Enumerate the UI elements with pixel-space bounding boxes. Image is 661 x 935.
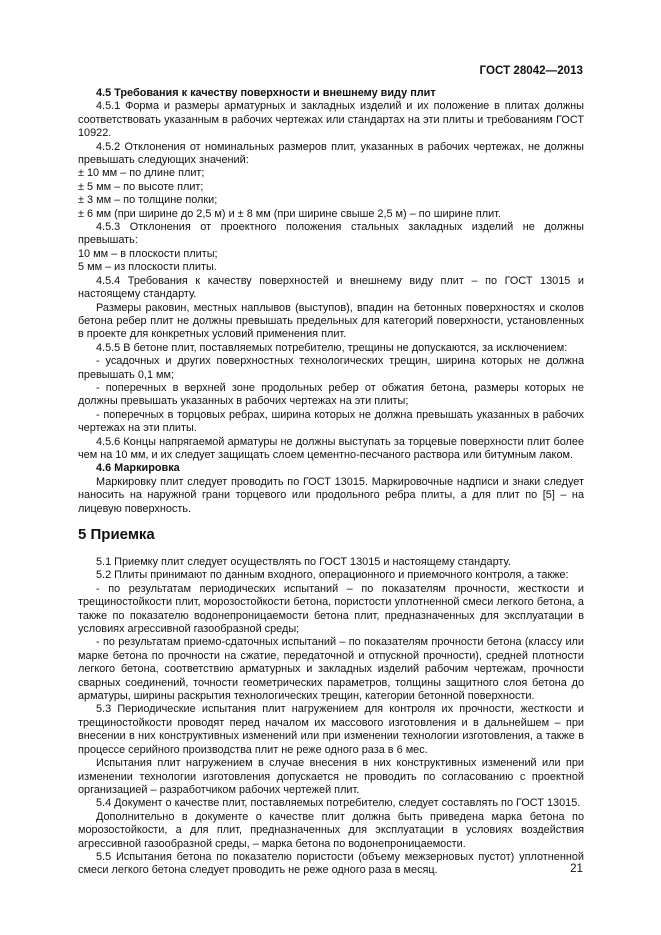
paragraph-5-4-cont: Дополнительно в документе о качестве плит должна быть приведена марка бетона по морозостойкости, а для плит, предназначенных для эксплуатации в условиях воздействия агрессивной газообразной среды, – марка бетона по водонепроницаемости. [78,810,584,850]
page-content [78,87,584,878]
list-item: - усадочных и других поверхностных технологических трещин, ширина которых не должна превышать 0,1 мм; [78,355,584,381]
page-number: 21 [570,862,583,875]
list-item: ± 3 мм – по толщине полки; [78,194,218,207]
section-5-title: 5 Приемка [78,526,155,543]
paragraph-4-5-2: 4.5.2 Отклонения от номинальных размеров плит, указанных в рабочих чертежах, не должны превышать следующих значений: [78,140,584,167]
page-header: ГОСТ 28042—2013 [479,64,583,77]
paragraph-4-5-4: 4.5.4 Требования к качеству поверхностей и внешнему виду плит – по ГОСТ 13015 и настоящему стандарту. [78,274,584,301]
paragraph-5-1: 5.1 Приемку плит следует осуществлять по ГОСТ 13015 и настоящему стандарту. [96,556,511,568]
list-item: ± 6 мм (при ширине до 2,5 м) и ± 8 мм (при ширине свыше 2,5 м) – по ширине плит. [78,207,501,220]
list-item: - по результатам приемо-сдаточных испытаний – по показателям прочности бетона (классу или марке бетона по прочности на сжатие, передаточной и отпускной прочности), средней плотности легкого бетона, соответствию арматурных и закладных изделий рабочим чертежам, прочности сварных соединений, точности геометрических параметров, толщины защитного слоя бетона до арматуры, ширины раскрытия технологических трещин, категории бетонной поверхности. [78,636,584,703]
paragraph-4-5-4-cont: Размеры раковин, местных наплывов (выступов), впадин на бетонных поверхностях и сколов бетона ребер плит не должны превышать предельных для категорий поверхности, установленных в проекте для конкретных условий применения плит. [78,301,584,341]
paragraph-5-3: 5.3 Периодические испытания плит нагружением для контроля их прочности, жесткости и трещиностойкости проводят перед началом их массового изготовления и в дальнейшем – при внесении в них конструктивных изменений или при изменении технологии изготовления, а также в процессе серийного производства плит не реже одного раза в 6 мес. [78,703,584,756]
paragraph-5-4: 5.4 Документ о качестве плит, поставляемых потребителю, следует составлять по ГОСТ 13015. [96,797,581,810]
section-4-5-title: 4.5 Требования к качеству поверхности и внешнему виду плит [96,87,436,99]
section-4-6-title: 4.6 Маркировка [96,462,180,475]
paragraph-4-5-3: 4.5.3 Отклонения от проектного положения стальных закладных изделий не должны превышать: [78,221,584,247]
list-item: - по результатам периодических испытаний – по показателям прочности, жесткости и трещиностойкости плит, морозостойкости бетона, пористости уплотненной смеси легкого бетона, а также по показателю водонепроницаемости бетона плит, предназначенных для эксплуатации в условиях агрессивной газообразной среды; [78,582,584,636]
list-item: ± 10 мм – по длине плит; [78,167,205,180]
paragraph-5-3-cont: Испытания плит нагружением в случае внесения в них конструктивных изменений или при изменении технологии изготовления допускается не проводить по согласованию с проектной организацией – разработчиком рабочих чертежей плит. [78,757,584,796]
paragraph-5-2: 5.2 Плиты принимают по данным входного, операционного и приемочного контроля, а также: [96,569,569,582]
list-item: - поперечных в верхней зоне продольных ребер от обжатия бетона, размеры которых не должны превышать указанных в рабочих чертежах на эти плиты; [78,381,584,408]
paragraph-4-6: Маркировку плит следует проводить по ГОСТ 13015. Маркировочные надписи и знаки следует наносить на наружной грани торцевого или продольного ребра плиты, а для плит по [5] – на лицевую поверхность. [78,475,584,515]
paragraph-4-5-5: 4.5.5 В бетоне плит, поставляемых потребителю, трещины не допускаются, за исключением: [96,341,568,354]
list-item: 5 мм – из плоскости плиты. [78,261,217,274]
list-item: 10 мм – в плоскости плиты; [78,247,218,260]
list-item: - поперечных в торцовых ребрах, ширина которых не должна превышать указанных в рабочих чертежах на эти плиты. [78,408,584,435]
list-item: ± 5 мм – по высоте плит; [78,180,204,193]
paragraph-4-5-6: 4.5.6 Концы напрягаемой арматуры не должны выступать за торцевые поверхности плит более чем на 10 мм, и их следует защищать слоем цементно-песчаного раствора или битумным лаком. [78,435,584,461]
paragraph-5-5: 5.5 Испытания бетона по показателю пористости (объему межзерновых пустот) уплотненной смеси легкого бетона следует проводить не реже одного раза в месяц. [78,850,584,877]
paragraph-4-5-1: 4.5.1 Форма и размеры арматурных и закладных изделий и их положение в плитах должны соответствовать указанным в рабочих чертежах или стандартах на эти плиты и требованиям ГОСТ 10922. [78,100,584,140]
